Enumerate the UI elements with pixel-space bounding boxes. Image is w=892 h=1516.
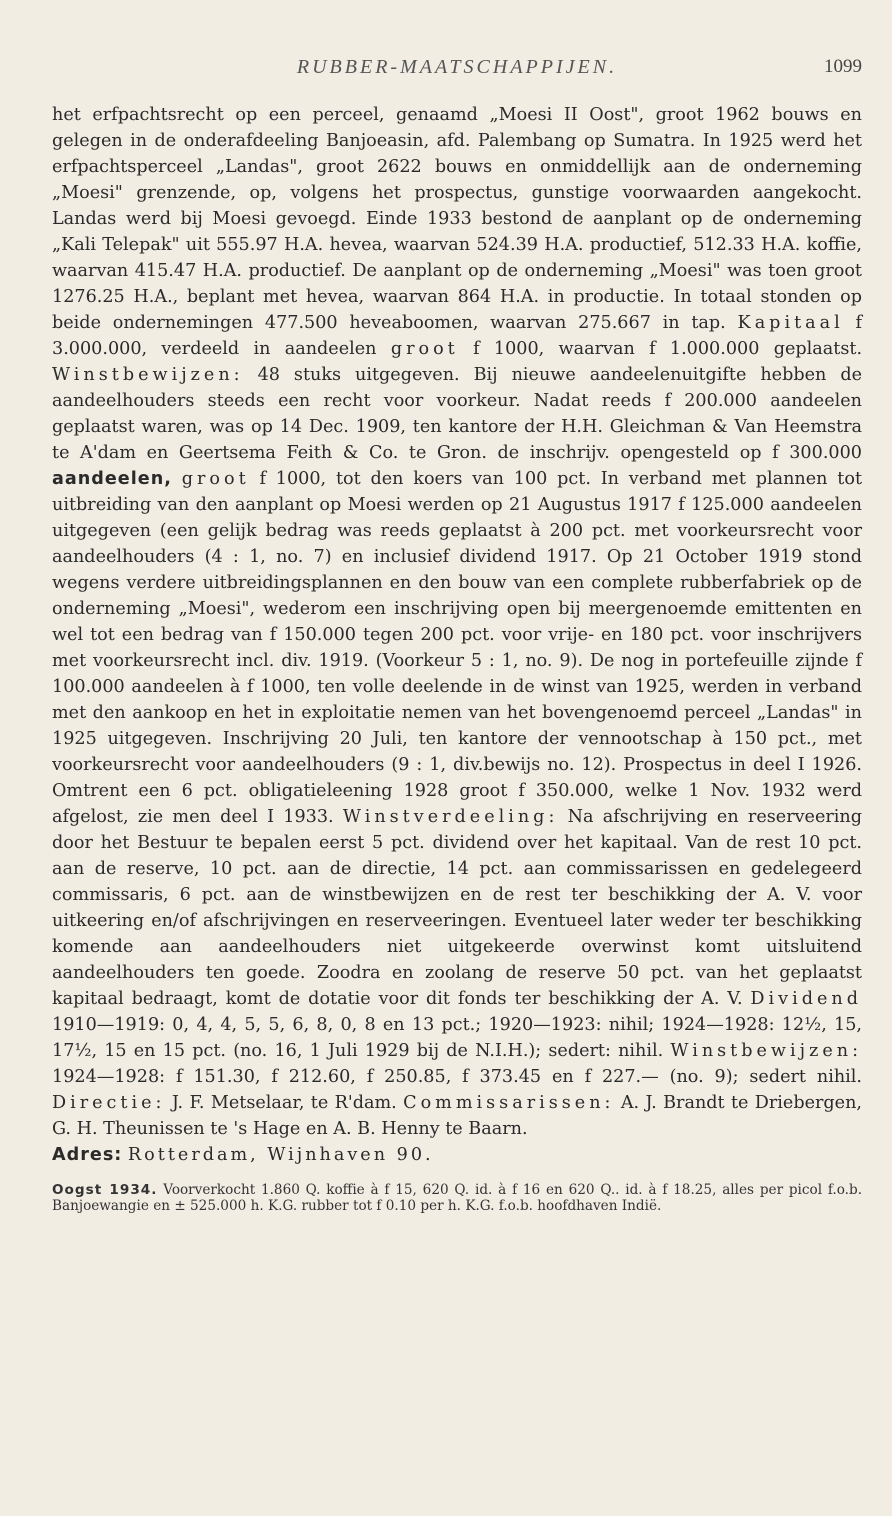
aandeelen-label: aandeelen, [52,469,172,489]
winstverdeeling-text: Na afschrijving en reserveering door het Bestuur te bepalen eerst 5 pct. dividend over het kapitaal. Van de rest 10 pct. aan de reserve, 10 pct. aan de directie, 14 pct. aan commissarissen en gedelegeerd commissaris, 6 pct. aan de winstbewijzen en de rest ter beschikking der A. V. voor uitkeering en/of afschrijvingen en reserveeringen. Eventueel later weder ter beschikking komende aan aandeelhouders niet uitgekeerde overwinst komt uitsluitend aandeelhouders ten goede. Zoodra en zoolang de reserve 50 pct. van het geplaatst kapitaal bedraagt, komt de dotatie voor dit fonds ter beschikking der A. V. [52,807,862,1009]
history-text: f 1000, tot den koers van 100 pct. In verband met plannen tot uitbreiding van den aanplant op Moesi werden op 21 Augustus 1917 f 125.000 aandeelen uitgegeven (een gelijk bedrag was reeds geplaatst à 200 pct. met voorkeursrecht voor aandeelhouders (4 : 1, no. 7) en inclusief dividend 1917. Op 21 October 1919 stond wegens verdere uitbreidingsplannen en den bouw van een complete rubberfabriek op de onderneming „Moesi", wederom een inschrijving open bij meergenoemde emittenten en wel tot een bedrag van f 150.000 tegen 200 pct. voor vrije- en 180 pct. voor inschrijvers met voorkeursrecht incl. div. 1919. (Voorkeur 5 : 1, no. 9). De nog in portefeuille zijnde f 100.000 aandeelen à f 1000, ten volle deelende in de winst van 1925, werden in verband met den aankoop en het in exploitatie nemen van het bovengenoemd perceel „Landas" in 1925 uitgegeven. Inschrijving 20 Juli, ten kantore der vennootschap à 150 pct., met voorkeursrecht voor aandeelhouders (9 : 1, div.bewijs no. 12). Prospectus in deel I 1926. Omtrent een 6 pct. obligatieleening 1928 groot f 350.000, welke 1 Nov. 1932 werd afgelost, zie men deel I 1933. [52,469,863,827]
harvest-footnote [52,1182,862,1214]
winstverdeeling-label: Winstverdeeling: [342,807,559,827]
groot-label: groot [390,339,459,359]
document-page [52,52,862,1214]
adres-value: Rotterdam, Wijnhaven 90. [127,1145,434,1165]
adres-label: Adres: [52,1145,123,1165]
kapitaal-label: Kapitaal [737,313,844,333]
kapitaal-text: f 3.000.000, verdeeld in aandeelen [52,313,863,359]
uitgifte-text: 48 stuks uitgegeven. Bij nieuwe aandeelenuitgifte hebben de aandeelhouders steeds een recht voor voorkeur. Nadat reeds f 200.000 aandeelen geplaatst waren, was op 14 Dec. 1909, ten kantore der H.H. Gleichman & Van Heemstra te A'dam en Geertsema Feith & Co. te Gron. de inschrijv. opengesteld op f 300.000 [52,365,862,463]
winstbewijzen-label-2: Winstbewijzen: [670,1041,863,1061]
dividend-text: 1910—1919: 0, 4, 4, 5, 5, 6, 8, 0, 8 en 13 pct.; 1920—1923: nihil; 1924—1928: 12½, 15, 17½, 15 en 15 pct. (no. 16, 1 Juli 1929 bij de N.I.H.); sedert: nihil. [52,1015,862,1061]
running-title: RUBBER-MAATSCHAPPIJEN. [296,56,618,78]
winstbewijzen-label: Winstbewijzen: [52,365,244,385]
commissarissen-label: Commissarissen: [403,1093,615,1113]
dividend-label: Dividend [750,989,862,1009]
directie-label: Directie: [52,1093,166,1113]
paragraph-intro: het erfpachtsrecht op een perceel, genaamd „Moesi II Oost", groot 1962 bouws en gelegen in de onderafdeeling Banjoeasin, afd. Palembang op Sumatra. In 1925 werd het erfpachtsperceel „Landas", groot 2622 bouws en onmiddellijk aan de onderneming „Moesi" grenzende, op, volgens het prospectus, gunstige voorwaarden aangekocht. Landas werd bij Moesi gevoegd. Einde 1933 bestond de aanplant op de onderneming „Kali Telepak" uit 555.97 H.A. hevea, waarvan 524.39 H.A. productief, 512.33 H.A. koffie, waarvan 415.47 H.A. productief. De aanplant op de onderneming „Moesi" was toen groot 1276.25 H.A., beplant met hevea, waarvan 864 H.A. in productie. In totaal stonden op beide ondernemingen 477.500 heveaboomen, waarvan 275.667 in tap. [52,105,862,333]
company-description [52,102,862,1142]
running-header [52,52,862,88]
oogst-label: Oogst 1934. [52,1182,158,1198]
winstbewijzen-text: 1924—1928: f 151.30, f 212.60, f 250.85, f 373.45 en f 227.— (no. 9); sedert nihil. [52,1067,862,1087]
address-line [52,1142,862,1168]
oogst-text: Voorverkocht 1.860 Q. koffie à f 15, 620 Q. id. à f 16 en 620 Q.. id. à f 18.25, alles per picol f.o.b. Banjoewangie en ± 525.000 h. K.G. rubber tot f 0.10 per h. K.G. f.o.b. hoofdhaven Indië. [52,1182,863,1214]
geplaatst-text: f 1000, waarvan f 1.000.000 geplaatst. [473,339,863,359]
directie-text: J. F. Metselaar, te R'dam. [171,1093,397,1113]
page-number: 1099 [824,56,862,77]
commissarissen-text: A. J. Brandt te Driebergen, G. H. Theunissen te 's Hage en A. B. Henny te Baarn. [52,1093,863,1139]
groot-label-2: groot [181,469,250,489]
